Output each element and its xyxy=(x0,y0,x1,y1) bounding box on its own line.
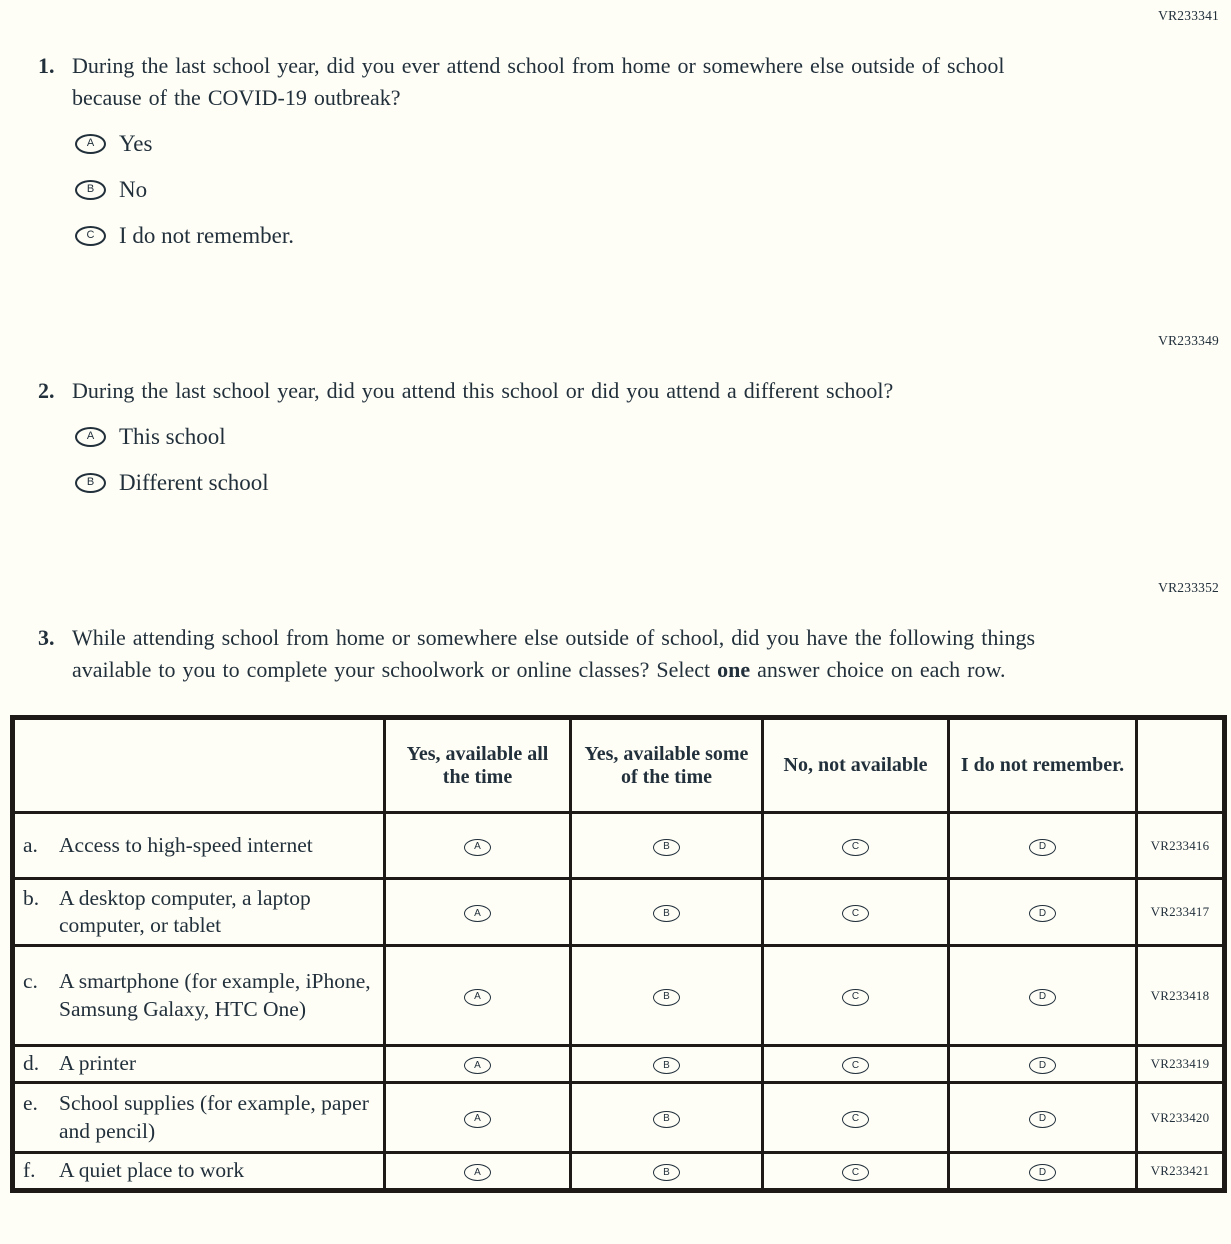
row-b-item xyxy=(13,879,385,946)
row-f-answer-b[interactable] xyxy=(571,1153,763,1191)
row-f-answer-c[interactable] xyxy=(763,1153,949,1191)
q1-option-do-not-remember-label: I do not remember. xyxy=(119,222,295,248)
answer-bubble-a-icon[interactable]: A xyxy=(464,1164,491,1181)
answer-bubble-a-icon[interactable]: A xyxy=(464,1057,491,1074)
table-row-c xyxy=(13,946,1225,1046)
answer-bubble-b-icon[interactable]: B xyxy=(653,1164,680,1181)
question-3-text xyxy=(72,622,1074,686)
row-b-answer-a[interactable] xyxy=(385,879,571,946)
question-1-options xyxy=(75,131,1231,249)
col-header-yes-all-time: Yes, available all the time xyxy=(385,718,571,813)
col-header-do-not-remember: I do not remember. xyxy=(949,718,1137,813)
answer-bubble-a-icon[interactable]: A xyxy=(464,989,491,1006)
row-b-answer-b[interactable] xyxy=(571,879,763,946)
q1-option-yes[interactable] xyxy=(75,131,1231,157)
question-1-text: During the last school year, did you ever attend school from home or somewhere else outside of school because of the COVID-19 outbreak? xyxy=(72,53,1005,110)
row-d-item xyxy=(13,1046,385,1083)
question-1-number: 1. xyxy=(38,53,55,78)
table-row-f xyxy=(13,1153,1225,1191)
row-e-answer-c[interactable] xyxy=(763,1083,949,1153)
row-d-answer-c[interactable] xyxy=(763,1046,949,1083)
row-f-letter: f. xyxy=(23,1158,36,1183)
answer-bubble-b-icon[interactable]: B xyxy=(75,473,106,493)
answer-bubble-d-icon[interactable]: D xyxy=(1029,839,1056,856)
row-a-text: Access to high-speed internet xyxy=(59,832,313,857)
table-row-a xyxy=(13,813,1225,879)
row-b-text: A desktop computer, a laptop computer, or tablet xyxy=(59,885,311,938)
question-2-options xyxy=(75,424,1231,496)
question2-vr-code: VR233349 xyxy=(1158,332,1219,348)
answer-bubble-c-icon[interactable]: C xyxy=(842,1057,869,1074)
row-e-answer-d[interactable] xyxy=(949,1083,1137,1153)
answer-bubble-c-icon[interactable]: C xyxy=(842,989,869,1006)
question1-vr-code: VR233341 xyxy=(1158,8,1219,23)
row-f-item xyxy=(13,1153,385,1191)
answer-bubble-d-icon[interactable]: D xyxy=(1029,1111,1056,1128)
item-header-cell xyxy=(13,718,385,813)
answer-bubble-b-icon[interactable]: B xyxy=(653,905,680,922)
table-row-b xyxy=(13,879,1225,946)
answer-bubble-c-icon[interactable]: C xyxy=(75,226,106,246)
answer-bubble-c-icon[interactable]: C xyxy=(842,1111,869,1128)
answer-bubble-c-icon[interactable]: C xyxy=(842,839,869,856)
question-2 xyxy=(38,375,1191,407)
row-b-answer-c[interactable] xyxy=(763,879,949,946)
q3-text-after: answer choice on each row. xyxy=(750,656,1006,682)
row-a-answer-a[interactable] xyxy=(385,813,571,879)
availability-table xyxy=(10,715,1227,1193)
table-row-e xyxy=(13,1083,1225,1153)
row-e-answer-a[interactable] xyxy=(385,1083,571,1153)
row-b-vr-code: VR233417 xyxy=(1137,879,1225,946)
table-row-d xyxy=(13,1046,1225,1083)
row-b-letter: b. xyxy=(23,885,40,910)
row-e-text: School supplies (for example, paper and pencil) xyxy=(59,1090,369,1143)
q2-option-this-school-label: This school xyxy=(119,423,226,449)
answer-bubble-a-icon[interactable]: A xyxy=(464,839,491,856)
answer-bubble-d-icon[interactable]: D xyxy=(1029,905,1056,922)
row-c-item xyxy=(13,946,385,1046)
row-a-answer-d[interactable] xyxy=(949,813,1137,879)
answer-bubble-b-icon[interactable]: B xyxy=(653,1111,680,1128)
question-2-number: 2. xyxy=(38,377,55,403)
q3-text-before: While attending school from home or somewhere else outside of school, did you have the following things available to you to complete your schoolwork or online classes? Select xyxy=(72,624,1036,682)
answer-bubble-d-icon[interactable]: D xyxy=(1029,989,1056,1006)
row-e-answer-b[interactable] xyxy=(571,1083,763,1153)
row-e-vr-code: VR233420 xyxy=(1137,1083,1225,1153)
row-d-answer-a[interactable] xyxy=(385,1046,571,1083)
answer-bubble-b-icon[interactable]: B xyxy=(653,839,680,856)
question-2-text: During the last school year, did you attend this school or did you attend a different school? xyxy=(72,377,894,403)
question-1 xyxy=(38,50,1191,114)
answer-bubble-a-icon[interactable]: A xyxy=(75,134,106,154)
row-d-answer-d[interactable] xyxy=(949,1046,1137,1083)
question-3-number: 3. xyxy=(38,624,55,650)
q2-option-this-school[interactable] xyxy=(75,424,1231,450)
row-a-item xyxy=(13,813,385,879)
row-c-vr-code: VR233418 xyxy=(1137,946,1225,1046)
answer-bubble-a-icon[interactable]: A xyxy=(464,1111,491,1128)
row-c-answer-c[interactable] xyxy=(763,946,949,1046)
row-e-letter: e. xyxy=(23,1090,38,1115)
row-a-letter: a. xyxy=(23,832,38,857)
question3-vr-code: VR233352 xyxy=(1158,579,1219,595)
col-header-not-available: No, not available xyxy=(763,718,949,813)
answer-bubble-b-icon[interactable]: B xyxy=(653,1057,680,1074)
row-c-text: A smartphone (for example, iPhone, Samsung Galaxy, HTC One) xyxy=(59,969,371,1021)
row-c-letter: c. xyxy=(23,969,38,994)
question-3 xyxy=(38,622,1191,686)
table-header-row xyxy=(13,718,1225,813)
row-f-text: A quiet place to work xyxy=(59,1158,245,1183)
row-f-answer-d[interactable] xyxy=(949,1153,1137,1191)
answer-bubble-d-icon[interactable]: D xyxy=(1029,1164,1056,1181)
q1-option-no[interactable] xyxy=(75,177,1231,203)
answer-bubble-b-icon[interactable]: B xyxy=(75,180,106,200)
row-a-answer-b[interactable] xyxy=(571,813,763,879)
row-d-text: A printer xyxy=(59,1051,137,1076)
row-a-answer-c[interactable] xyxy=(763,813,949,879)
row-e-item xyxy=(13,1083,385,1153)
row-d-answer-b[interactable] xyxy=(571,1046,763,1083)
row-d-letter: d. xyxy=(23,1051,40,1076)
q1-option-no-label: No xyxy=(119,176,148,202)
row-c-answer-a[interactable] xyxy=(385,946,571,1046)
row-f-vr-code: VR233421 xyxy=(1137,1153,1225,1191)
answer-bubble-c-icon[interactable]: C xyxy=(842,1164,869,1181)
answer-bubble-a-icon[interactable]: A xyxy=(464,905,491,922)
q1-option-yes-label: Yes xyxy=(119,130,153,156)
q1-option-do-not-remember[interactable] xyxy=(75,223,1231,249)
row-c-answer-b[interactable] xyxy=(571,946,763,1046)
q2-option-different-school-label: Different school xyxy=(119,469,269,495)
answer-bubble-a-icon[interactable]: A xyxy=(75,427,106,447)
row-b-answer-d[interactable] xyxy=(949,879,1137,946)
col-header-yes-some-time: Yes, available some of the time xyxy=(571,718,763,813)
answer-bubble-d-icon[interactable]: D xyxy=(1029,1057,1056,1074)
q2-option-different-school[interactable] xyxy=(75,470,1231,496)
row-a-vr-code: VR233416 xyxy=(1137,813,1225,879)
answer-bubble-c-icon[interactable]: C xyxy=(842,905,869,922)
vr-code-header-cell xyxy=(1137,718,1225,813)
row-c-answer-d[interactable] xyxy=(949,946,1137,1046)
row-d-vr-code: VR233419 xyxy=(1137,1046,1225,1083)
row-f-answer-a[interactable] xyxy=(385,1153,571,1191)
q3-bold-word: one xyxy=(717,656,751,682)
answer-bubble-b-icon[interactable]: B xyxy=(653,989,680,1006)
